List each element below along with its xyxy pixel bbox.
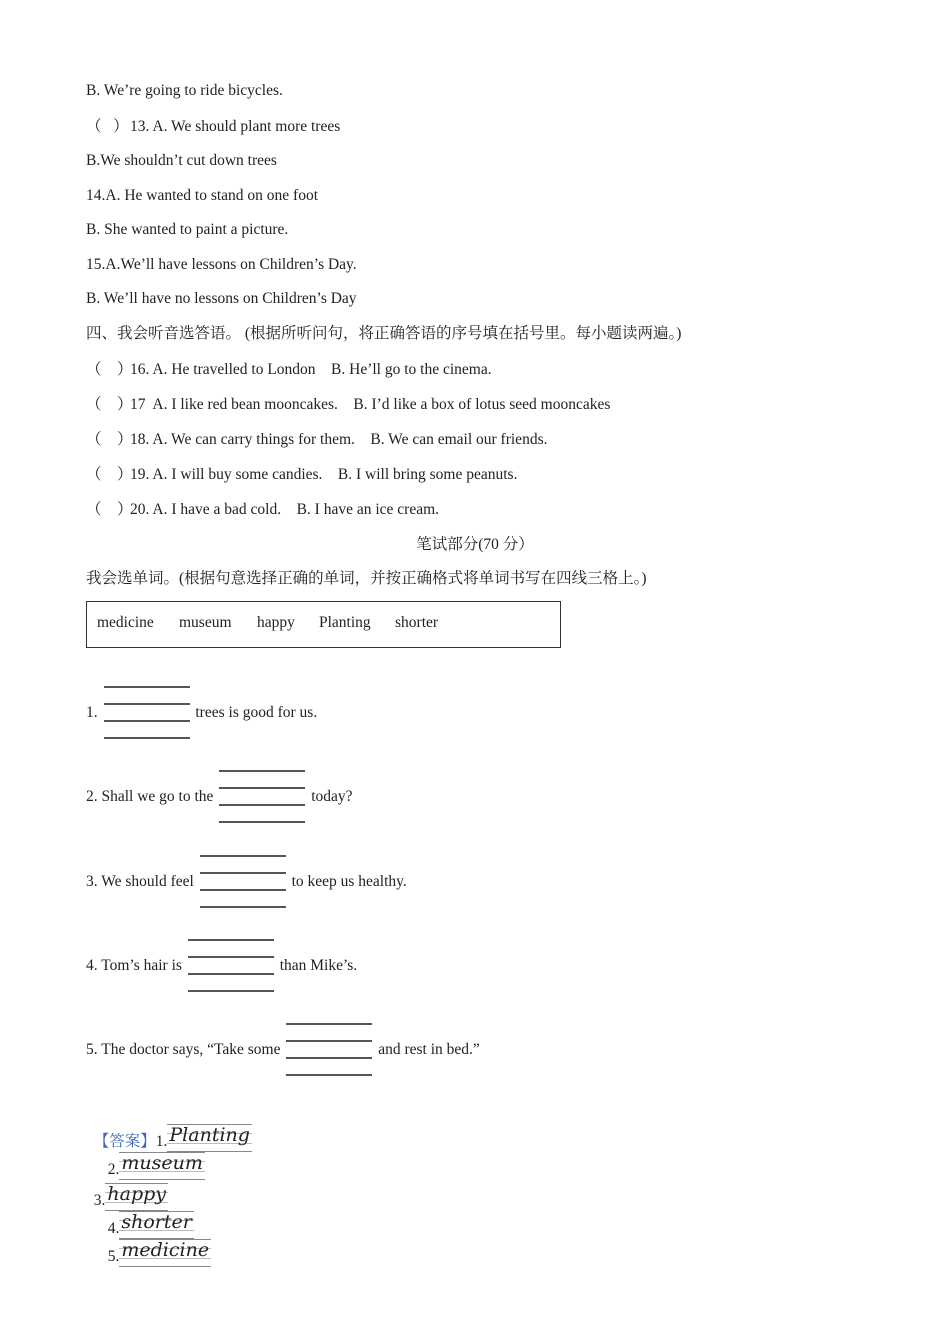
word-bank	[86, 601, 561, 648]
answer-paren: （ ）	[86, 466, 133, 483]
question-text: 5. The doctor says, “Take some	[86, 1041, 285, 1058]
option-12b: B. We’re going to ride bicycles.	[86, 82, 283, 99]
question-text: 4. Tom’s hair is	[86, 957, 186, 974]
answer-paren: （ ）	[86, 118, 129, 135]
fill-question-5	[86, 1023, 480, 1077]
option-14b: B. She wanted to paint a picture.	[86, 221, 289, 238]
answer-label: 【答案】	[93, 1133, 156, 1150]
answer-number: 3.	[93, 1192, 106, 1209]
fill-question-1	[86, 686, 317, 740]
four-line-grid[interactable]	[104, 686, 190, 740]
option-13b: B.We shouldn’t cut down trees	[86, 152, 277, 169]
answer-row-2	[86, 1163, 211, 1265]
answer-paren: （ ）	[86, 361, 133, 378]
handwritten-answer: museum	[119, 1152, 205, 1180]
answer-paren: （ ）	[86, 396, 133, 413]
question-text: today?	[307, 788, 353, 805]
word-bank-item: happy	[257, 614, 295, 631]
handwritten-answer: medicine	[119, 1239, 211, 1267]
option-15b: B. We’ll have no lessons on Children’s Day	[86, 290, 357, 307]
section4-heading: 四、我会听音选答语。 (根据所听问句，将正确答语的序号填在括号里。每小题读两遍。)	[86, 325, 682, 342]
question-text: trees is good for us.	[191, 704, 318, 721]
option-14a: 14.A. He wanted to stand on one foot	[86, 187, 319, 204]
answer-number: 1.	[155, 1133, 168, 1150]
word-bank-item: shorter	[395, 614, 439, 631]
answer-row-1	[86, 1104, 252, 1178]
answer-number: 4.	[107, 1220, 120, 1237]
answer-paren: （ ）	[86, 431, 133, 448]
answer-number: 5.	[107, 1248, 120, 1265]
question-text: than Mike’s.	[275, 957, 358, 974]
four-line-grid[interactable]	[219, 770, 305, 824]
question-text: 19. A. I will buy some candies. B. I will bring some peanuts.	[130, 466, 518, 483]
question-text: 1.	[86, 704, 102, 721]
option-13a: 13. A. We should plant more trees	[130, 118, 341, 135]
answer-paren: （ ）	[86, 501, 133, 518]
question-13	[86, 117, 340, 137]
option-15a: 15.A.We’ll have lessons on Children’s Day.	[86, 256, 357, 273]
question-text: 16. A. He travelled to London B. He’ll go to the cinema.	[130, 361, 492, 378]
question-text: to keep us healthy.	[287, 873, 407, 890]
fill-question-2	[86, 770, 353, 824]
written-section-title: 笔试部分(70 分）	[416, 536, 534, 553]
word-bank-item: Planting	[319, 614, 371, 631]
handwritten-answer: happy	[105, 1183, 168, 1211]
four-line-grid[interactable]	[286, 1023, 372, 1077]
question-17	[86, 395, 610, 415]
written-instruction: 我会选单词。(根据句意选择正确的单词，并按正确格式将单词书写在四线三格上。)	[86, 570, 647, 587]
word-bank-item: medicine	[97, 614, 154, 631]
fill-question-4	[86, 939, 357, 993]
four-line-grid[interactable]	[200, 855, 286, 909]
question-20	[86, 500, 439, 520]
four-line-grid[interactable]	[188, 939, 274, 993]
handwritten-answer: Planting	[167, 1124, 252, 1152]
question-text: 2. Shall we go to the	[86, 788, 218, 805]
fill-question-3	[86, 855, 407, 909]
question-text: 3. We should feel	[86, 873, 198, 890]
handwritten-answer: shorter	[119, 1211, 193, 1239]
question-16	[86, 360, 492, 380]
question-text: and rest in bed.”	[374, 1041, 480, 1058]
question-text: 17 A. I like red bean mooncakes. B. I’d like a box of lotus seed mooncakes	[130, 396, 611, 413]
question-text: 20. A. I have a bad cold. B. I have an ice cream.	[130, 501, 440, 518]
question-18	[86, 430, 547, 450]
word-bank-item: museum	[179, 614, 232, 631]
question-text: 18. A. We can carry things for them. B. We can email our friends.	[130, 431, 548, 448]
question-19	[86, 465, 517, 485]
answer-number: 2.	[107, 1161, 120, 1178]
